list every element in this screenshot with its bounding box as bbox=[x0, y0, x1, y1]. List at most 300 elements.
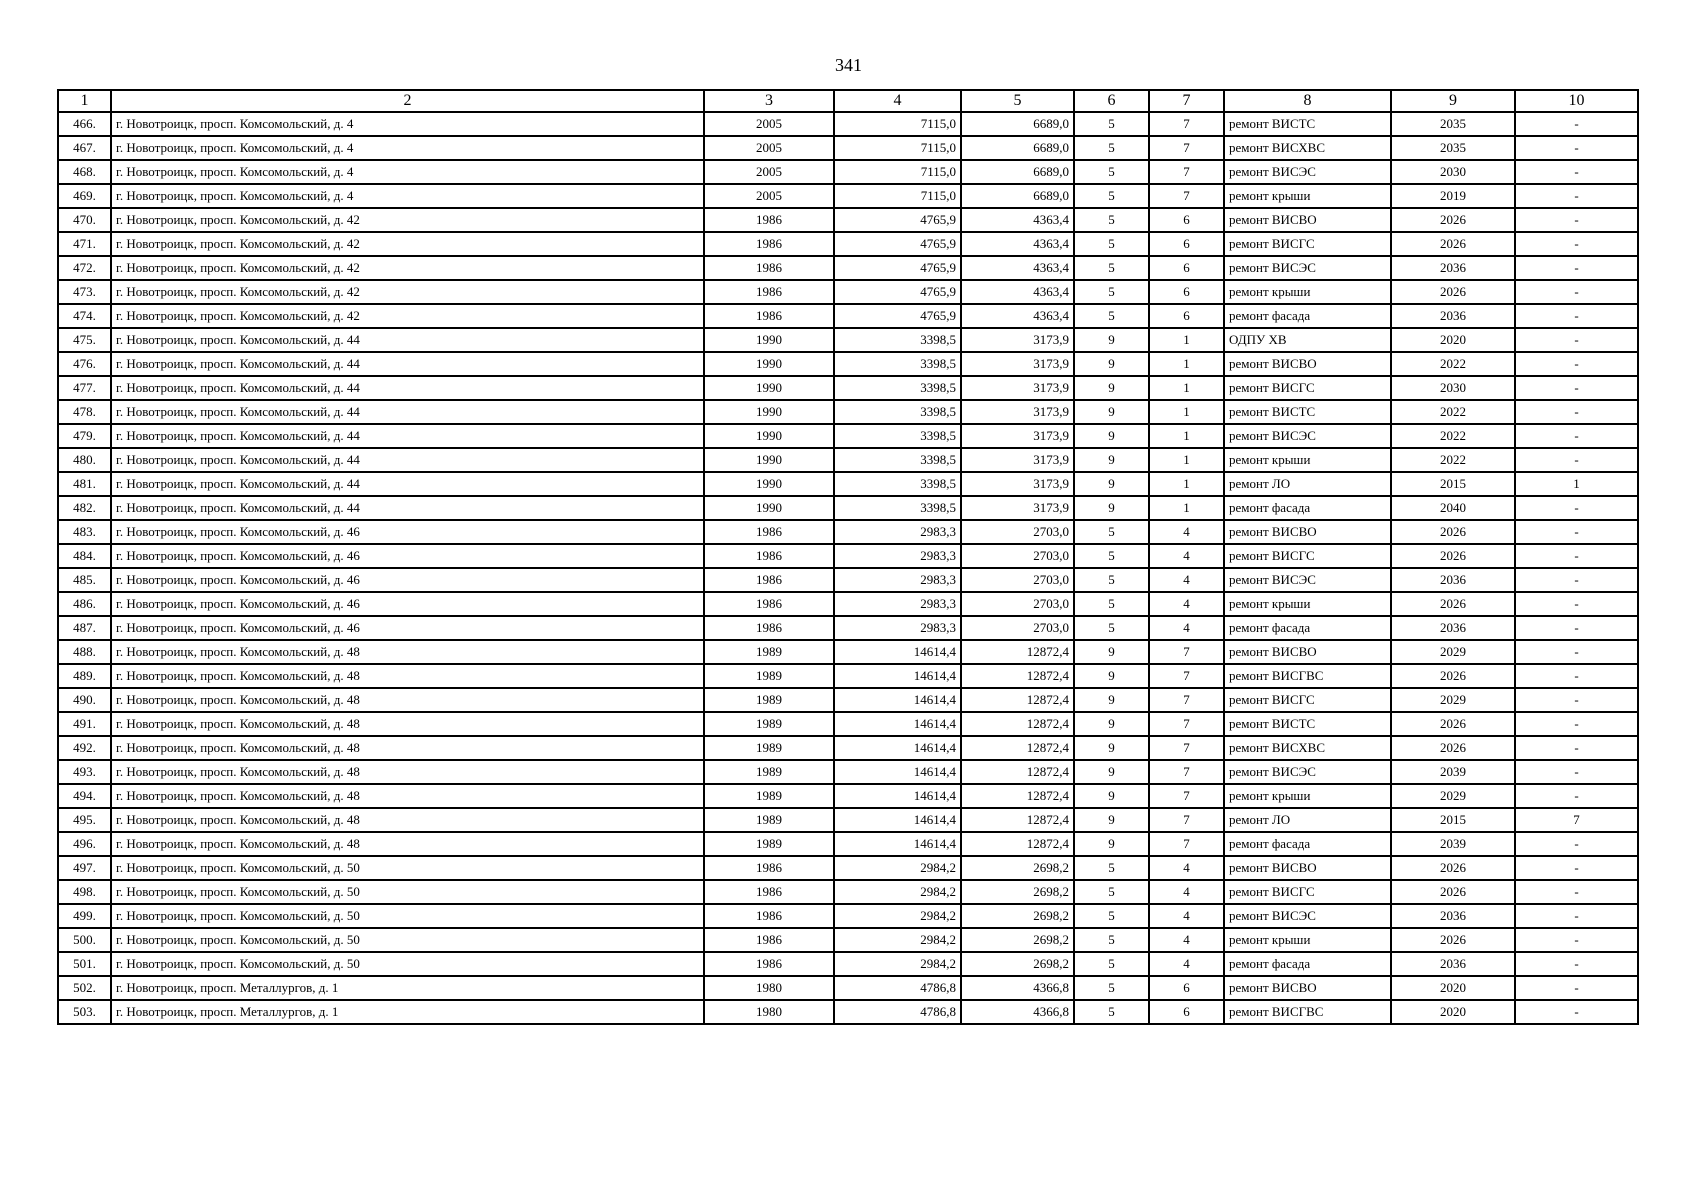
build-year-cell: 1990 bbox=[704, 328, 834, 352]
address-cell: г. Новотроицк, просп. Комсомольский, д. 48 bbox=[111, 688, 704, 712]
total-area-cell: 4786,8 bbox=[834, 976, 961, 1000]
build-year-cell: 2005 bbox=[704, 136, 834, 160]
planned-year-cell: 2030 bbox=[1391, 376, 1515, 400]
entrances-cell: 6 bbox=[1149, 304, 1224, 328]
living-area-cell: 4366,8 bbox=[961, 1000, 1074, 1024]
planned-year-cell: 2026 bbox=[1391, 856, 1515, 880]
total-area-cell: 3398,5 bbox=[834, 352, 961, 376]
entrances-cell: 6 bbox=[1149, 1000, 1224, 1024]
total-area-cell: 14614,4 bbox=[834, 808, 961, 832]
build-year-cell: 1989 bbox=[704, 760, 834, 784]
build-year-cell: 2005 bbox=[704, 112, 834, 136]
column-header: 6 bbox=[1074, 90, 1149, 112]
table-row bbox=[58, 640, 1638, 664]
build-year-cell: 1989 bbox=[704, 808, 834, 832]
living-area-cell: 6689,0 bbox=[961, 184, 1074, 208]
floors-cell: 5 bbox=[1074, 304, 1149, 328]
build-year-cell: 1986 bbox=[704, 280, 834, 304]
floors-cell: 5 bbox=[1074, 856, 1149, 880]
entrances-cell: 4 bbox=[1149, 568, 1224, 592]
floors-cell: 5 bbox=[1074, 208, 1149, 232]
living-area-cell: 12872,4 bbox=[961, 760, 1074, 784]
build-year-cell: 1980 bbox=[704, 1000, 834, 1024]
total-area-cell: 14614,4 bbox=[834, 832, 961, 856]
living-area-cell: 4363,4 bbox=[961, 256, 1074, 280]
table-row bbox=[58, 496, 1638, 520]
work-type-cell: ремонт ВИСГС bbox=[1224, 544, 1391, 568]
address-cell: г. Новотроицк, просп. Комсомольский, д. 48 bbox=[111, 712, 704, 736]
table-row bbox=[58, 448, 1638, 472]
table-row bbox=[58, 208, 1638, 232]
lifts-count-cell: 7 bbox=[1515, 808, 1638, 832]
lifts-count-cell: - bbox=[1515, 184, 1638, 208]
address-cell: г. Новотроицк, просп. Комсомольский, д. 42 bbox=[111, 280, 704, 304]
lifts-count-cell: - bbox=[1515, 904, 1638, 928]
lifts-count-cell: - bbox=[1515, 856, 1638, 880]
column-header: 8 bbox=[1224, 90, 1391, 112]
living-area-cell: 6689,0 bbox=[961, 136, 1074, 160]
work-type-cell: ремонт фасада bbox=[1224, 832, 1391, 856]
lifts-count-cell: - bbox=[1515, 160, 1638, 184]
living-area-cell: 4363,4 bbox=[961, 232, 1074, 256]
address-cell: г. Новотроицк, просп. Комсомольский, д. 46 bbox=[111, 520, 704, 544]
living-area-cell: 12872,4 bbox=[961, 664, 1074, 688]
total-area-cell: 4765,9 bbox=[834, 280, 961, 304]
column-header: 5 bbox=[961, 90, 1074, 112]
total-area-cell: 3398,5 bbox=[834, 400, 961, 424]
entrances-cell: 6 bbox=[1149, 976, 1224, 1000]
planned-year-cell: 2035 bbox=[1391, 136, 1515, 160]
lifts-count-cell: - bbox=[1515, 832, 1638, 856]
entrances-cell: 7 bbox=[1149, 664, 1224, 688]
total-area-cell: 4765,9 bbox=[834, 232, 961, 256]
table-row bbox=[58, 352, 1638, 376]
entrances-cell: 7 bbox=[1149, 688, 1224, 712]
floors-cell: 5 bbox=[1074, 928, 1149, 952]
floors-cell: 5 bbox=[1074, 1000, 1149, 1024]
floors-cell: 9 bbox=[1074, 808, 1149, 832]
total-area-cell: 7115,0 bbox=[834, 184, 961, 208]
address-cell: г. Новотроицк, просп. Комсомольский, д. 48 bbox=[111, 832, 704, 856]
row-number-cell: 481. bbox=[58, 472, 111, 496]
entrances-cell: 7 bbox=[1149, 832, 1224, 856]
planned-year-cell: 2022 bbox=[1391, 352, 1515, 376]
floors-cell: 9 bbox=[1074, 664, 1149, 688]
address-cell: г. Новотроицк, просп. Металлургов, д. 1 bbox=[111, 1000, 704, 1024]
lifts-count-cell: - bbox=[1515, 232, 1638, 256]
living-area-cell: 3173,9 bbox=[961, 424, 1074, 448]
total-area-cell: 14614,4 bbox=[834, 760, 961, 784]
row-number-cell: 467. bbox=[58, 136, 111, 160]
row-number-cell: 494. bbox=[58, 784, 111, 808]
build-year-cell: 1986 bbox=[704, 856, 834, 880]
work-type-cell: ремонт фасада bbox=[1224, 616, 1391, 640]
living-area-cell: 4363,4 bbox=[961, 280, 1074, 304]
row-number-cell: 499. bbox=[58, 904, 111, 928]
planned-year-cell: 2029 bbox=[1391, 688, 1515, 712]
table-row bbox=[58, 568, 1638, 592]
address-cell: г. Новотроицк, просп. Комсомольский, д. 42 bbox=[111, 304, 704, 328]
build-year-cell: 1990 bbox=[704, 376, 834, 400]
row-number-cell: 489. bbox=[58, 664, 111, 688]
work-type-cell: ремонт ВИСЭС bbox=[1224, 160, 1391, 184]
entrances-cell: 6 bbox=[1149, 208, 1224, 232]
total-area-cell: 3398,5 bbox=[834, 424, 961, 448]
build-year-cell: 1986 bbox=[704, 520, 834, 544]
build-year-cell: 2005 bbox=[704, 160, 834, 184]
row-number-cell: 490. bbox=[58, 688, 111, 712]
work-type-cell: ремонт ВИСВО bbox=[1224, 520, 1391, 544]
living-area-cell: 2698,2 bbox=[961, 856, 1074, 880]
lifts-count-cell: 1 bbox=[1515, 472, 1638, 496]
entrances-cell: 1 bbox=[1149, 424, 1224, 448]
living-area-cell: 2698,2 bbox=[961, 904, 1074, 928]
build-year-cell: 1989 bbox=[704, 688, 834, 712]
floors-cell: 9 bbox=[1074, 472, 1149, 496]
work-type-cell: ремонт ВИСТС bbox=[1224, 400, 1391, 424]
address-cell: г. Новотроицк, просп. Комсомольский, д. 46 bbox=[111, 544, 704, 568]
entrances-cell: 4 bbox=[1149, 952, 1224, 976]
entrances-cell: 7 bbox=[1149, 136, 1224, 160]
row-number-cell: 472. bbox=[58, 256, 111, 280]
floors-cell: 9 bbox=[1074, 448, 1149, 472]
address-cell: г. Новотроицк, просп. Комсомольский, д. 44 bbox=[111, 400, 704, 424]
table-row bbox=[58, 400, 1638, 424]
lifts-count-cell: - bbox=[1515, 976, 1638, 1000]
planned-year-cell: 2026 bbox=[1391, 736, 1515, 760]
floors-cell: 5 bbox=[1074, 880, 1149, 904]
lifts-count-cell: - bbox=[1515, 208, 1638, 232]
planned-year-cell: 2039 bbox=[1391, 832, 1515, 856]
living-area-cell: 6689,0 bbox=[961, 160, 1074, 184]
entrances-cell: 7 bbox=[1149, 160, 1224, 184]
lifts-count-cell: - bbox=[1515, 688, 1638, 712]
entrances-cell: 6 bbox=[1149, 280, 1224, 304]
work-type-cell: ремонт крыши bbox=[1224, 280, 1391, 304]
floors-cell: 9 bbox=[1074, 688, 1149, 712]
planned-year-cell: 2026 bbox=[1391, 232, 1515, 256]
row-number-cell: 475. bbox=[58, 328, 111, 352]
living-area-cell: 2703,0 bbox=[961, 520, 1074, 544]
planned-year-cell: 2029 bbox=[1391, 784, 1515, 808]
total-area-cell: 4765,9 bbox=[834, 208, 961, 232]
table-row bbox=[58, 736, 1638, 760]
total-area-cell: 7115,0 bbox=[834, 136, 961, 160]
row-number-cell: 483. bbox=[58, 520, 111, 544]
row-number-cell: 493. bbox=[58, 760, 111, 784]
row-number-cell: 502. bbox=[58, 976, 111, 1000]
floors-cell: 9 bbox=[1074, 352, 1149, 376]
planned-year-cell: 2029 bbox=[1391, 640, 1515, 664]
total-area-cell: 3398,5 bbox=[834, 448, 961, 472]
living-area-cell: 3173,9 bbox=[961, 328, 1074, 352]
build-year-cell: 1990 bbox=[704, 496, 834, 520]
build-year-cell: 1986 bbox=[704, 232, 834, 256]
table-row bbox=[58, 880, 1638, 904]
work-type-cell: ремонт ВИСГС bbox=[1224, 688, 1391, 712]
entrances-cell: 7 bbox=[1149, 112, 1224, 136]
living-area-cell: 3173,9 bbox=[961, 448, 1074, 472]
entrances-cell: 4 bbox=[1149, 856, 1224, 880]
lifts-count-cell: - bbox=[1515, 328, 1638, 352]
floors-cell: 9 bbox=[1074, 760, 1149, 784]
total-area-cell: 3398,5 bbox=[834, 376, 961, 400]
row-number-cell: 488. bbox=[58, 640, 111, 664]
living-area-cell: 2703,0 bbox=[961, 592, 1074, 616]
table-row bbox=[58, 904, 1638, 928]
work-type-cell: ремонт фасада bbox=[1224, 496, 1391, 520]
planned-year-cell: 2015 bbox=[1391, 472, 1515, 496]
entrances-cell: 1 bbox=[1149, 448, 1224, 472]
build-year-cell: 1986 bbox=[704, 952, 834, 976]
address-cell: г. Новотроицк, просп. Комсомольский, д. 50 bbox=[111, 928, 704, 952]
total-area-cell: 2983,3 bbox=[834, 616, 961, 640]
planned-year-cell: 2020 bbox=[1391, 1000, 1515, 1024]
floors-cell: 9 bbox=[1074, 424, 1149, 448]
work-type-cell: ремонт ВИСТС bbox=[1224, 712, 1391, 736]
table-row bbox=[58, 784, 1638, 808]
address-cell: г. Новотроицк, просп. Комсомольский, д. 48 bbox=[111, 664, 704, 688]
planned-year-cell: 2035 bbox=[1391, 112, 1515, 136]
planned-year-cell: 2036 bbox=[1391, 952, 1515, 976]
planned-year-cell: 2026 bbox=[1391, 928, 1515, 952]
total-area-cell: 2984,2 bbox=[834, 928, 961, 952]
entrances-cell: 6 bbox=[1149, 232, 1224, 256]
entrances-cell: 4 bbox=[1149, 880, 1224, 904]
address-cell: г. Новотроицк, просп. Металлургов, д. 1 bbox=[111, 976, 704, 1000]
living-area-cell: 12872,4 bbox=[961, 712, 1074, 736]
row-number-cell: 487. bbox=[58, 616, 111, 640]
floors-cell: 9 bbox=[1074, 640, 1149, 664]
work-type-cell: ремонт ВИСВО bbox=[1224, 352, 1391, 376]
entrances-cell: 1 bbox=[1149, 472, 1224, 496]
total-area-cell: 4765,9 bbox=[834, 256, 961, 280]
row-number-cell: 497. bbox=[58, 856, 111, 880]
lifts-count-cell: - bbox=[1515, 760, 1638, 784]
build-year-cell: 1986 bbox=[704, 568, 834, 592]
work-type-cell: ремонт крыши bbox=[1224, 592, 1391, 616]
total-area-cell: 14614,4 bbox=[834, 688, 961, 712]
living-area-cell: 3173,9 bbox=[961, 472, 1074, 496]
build-year-cell: 1986 bbox=[704, 928, 834, 952]
work-type-cell: ремонт ЛО bbox=[1224, 472, 1391, 496]
living-area-cell: 12872,4 bbox=[961, 640, 1074, 664]
row-number-cell: 471. bbox=[58, 232, 111, 256]
work-type-cell: ремонт ВИСХВС bbox=[1224, 136, 1391, 160]
lifts-count-cell: - bbox=[1515, 376, 1638, 400]
work-type-cell: ремонт ЛО bbox=[1224, 808, 1391, 832]
header-row bbox=[58, 90, 1638, 112]
column-header: 7 bbox=[1149, 90, 1224, 112]
build-year-cell: 1989 bbox=[704, 712, 834, 736]
total-area-cell: 14614,4 bbox=[834, 640, 961, 664]
column-header: 1 bbox=[58, 90, 111, 112]
floors-cell: 5 bbox=[1074, 160, 1149, 184]
living-area-cell: 4363,4 bbox=[961, 208, 1074, 232]
lifts-count-cell: - bbox=[1515, 256, 1638, 280]
build-year-cell: 1990 bbox=[704, 400, 834, 424]
address-cell: г. Новотроицк, просп. Комсомольский, д. 50 bbox=[111, 904, 704, 928]
entrances-cell: 7 bbox=[1149, 640, 1224, 664]
floors-cell: 9 bbox=[1074, 712, 1149, 736]
living-area-cell: 2698,2 bbox=[961, 952, 1074, 976]
address-cell: г. Новотроицк, просп. Комсомольский, д. 48 bbox=[111, 808, 704, 832]
planned-year-cell: 2039 bbox=[1391, 760, 1515, 784]
floors-cell: 5 bbox=[1074, 136, 1149, 160]
address-cell: г. Новотроицк, просп. Комсомольский, д. 44 bbox=[111, 496, 704, 520]
table-row bbox=[58, 280, 1638, 304]
total-area-cell: 14614,4 bbox=[834, 664, 961, 688]
work-type-cell: ремонт крыши bbox=[1224, 784, 1391, 808]
floors-cell: 5 bbox=[1074, 232, 1149, 256]
planned-year-cell: 2036 bbox=[1391, 256, 1515, 280]
row-number-cell: 492. bbox=[58, 736, 111, 760]
total-area-cell: 2983,3 bbox=[834, 592, 961, 616]
table-row bbox=[58, 688, 1638, 712]
lifts-count-cell: - bbox=[1515, 952, 1638, 976]
living-area-cell: 3173,9 bbox=[961, 352, 1074, 376]
planned-year-cell: 2022 bbox=[1391, 448, 1515, 472]
floors-cell: 5 bbox=[1074, 616, 1149, 640]
planned-year-cell: 2026 bbox=[1391, 880, 1515, 904]
total-area-cell: 2984,2 bbox=[834, 880, 961, 904]
floors-cell: 5 bbox=[1074, 568, 1149, 592]
planned-year-cell: 2020 bbox=[1391, 976, 1515, 1000]
lifts-count-cell: - bbox=[1515, 496, 1638, 520]
floors-cell: 5 bbox=[1074, 592, 1149, 616]
work-type-cell: ремонт фасада bbox=[1224, 952, 1391, 976]
table-row bbox=[58, 856, 1638, 880]
address-cell: г. Новотроицк, просп. Комсомольский, д. 48 bbox=[111, 760, 704, 784]
row-number-cell: 480. bbox=[58, 448, 111, 472]
entrances-cell: 1 bbox=[1149, 376, 1224, 400]
work-type-cell: ОДПУ ХВ bbox=[1224, 328, 1391, 352]
entrances-cell: 1 bbox=[1149, 400, 1224, 424]
planned-year-cell: 2036 bbox=[1391, 568, 1515, 592]
work-type-cell: ремонт ВИСЭС bbox=[1224, 760, 1391, 784]
table-row bbox=[58, 424, 1638, 448]
address-cell: г. Новотроицк, просп. Комсомольский, д. 48 bbox=[111, 640, 704, 664]
lifts-count-cell: - bbox=[1515, 520, 1638, 544]
table-row bbox=[58, 808, 1638, 832]
entrances-cell: 7 bbox=[1149, 184, 1224, 208]
work-type-cell: ремонт крыши bbox=[1224, 928, 1391, 952]
lifts-count-cell: - bbox=[1515, 1000, 1638, 1024]
total-area-cell: 2984,2 bbox=[834, 904, 961, 928]
work-type-cell: ремонт ВИСГС bbox=[1224, 232, 1391, 256]
floors-cell: 5 bbox=[1074, 904, 1149, 928]
total-area-cell: 2984,2 bbox=[834, 952, 961, 976]
table-row bbox=[58, 520, 1638, 544]
work-type-cell: ремонт ВИСГВС bbox=[1224, 1000, 1391, 1024]
work-type-cell: ремонт ВИСГВС bbox=[1224, 664, 1391, 688]
planned-year-cell: 2026 bbox=[1391, 520, 1515, 544]
living-area-cell: 4366,8 bbox=[961, 976, 1074, 1000]
work-type-cell: ремонт ВИСГС bbox=[1224, 376, 1391, 400]
address-cell: г. Новотроицк, просп. Комсомольский, д. 44 bbox=[111, 448, 704, 472]
total-area-cell: 2983,3 bbox=[834, 520, 961, 544]
build-year-cell: 1990 bbox=[704, 352, 834, 376]
planned-year-cell: 2026 bbox=[1391, 544, 1515, 568]
address-cell: г. Новотроицк, просп. Комсомольский, д. 4 bbox=[111, 136, 704, 160]
build-year-cell: 1989 bbox=[704, 784, 834, 808]
work-type-cell: ремонт ВИСЭС bbox=[1224, 424, 1391, 448]
total-area-cell: 4786,8 bbox=[834, 1000, 961, 1024]
build-year-cell: 1989 bbox=[704, 832, 834, 856]
floors-cell: 9 bbox=[1074, 784, 1149, 808]
planned-year-cell: 2026 bbox=[1391, 592, 1515, 616]
lifts-count-cell: - bbox=[1515, 568, 1638, 592]
floors-cell: 5 bbox=[1074, 280, 1149, 304]
page-number: 341 bbox=[835, 55, 862, 75]
work-type-cell: ремонт ВИСВО bbox=[1224, 640, 1391, 664]
work-type-cell: ремонт ВИСВО bbox=[1224, 208, 1391, 232]
row-number-cell: 500. bbox=[58, 928, 111, 952]
lifts-count-cell: - bbox=[1515, 448, 1638, 472]
total-area-cell: 3398,5 bbox=[834, 328, 961, 352]
lifts-count-cell: - bbox=[1515, 304, 1638, 328]
column-header: 2 bbox=[111, 90, 704, 112]
row-number-cell: 478. bbox=[58, 400, 111, 424]
table-row bbox=[58, 952, 1638, 976]
table-row bbox=[58, 184, 1638, 208]
table-row bbox=[58, 376, 1638, 400]
address-cell: г. Новотроицк, просп. Комсомольский, д. 50 bbox=[111, 856, 704, 880]
living-area-cell: 12872,4 bbox=[961, 808, 1074, 832]
table-row bbox=[58, 976, 1638, 1000]
planned-year-cell: 2026 bbox=[1391, 712, 1515, 736]
living-area-cell: 6689,0 bbox=[961, 112, 1074, 136]
living-area-cell: 12872,4 bbox=[961, 784, 1074, 808]
living-area-cell: 3173,9 bbox=[961, 376, 1074, 400]
work-type-cell: ремонт крыши bbox=[1224, 448, 1391, 472]
lifts-count-cell: - bbox=[1515, 736, 1638, 760]
lifts-count-cell: - bbox=[1515, 280, 1638, 304]
row-number-cell: 485. bbox=[58, 568, 111, 592]
floors-cell: 5 bbox=[1074, 544, 1149, 568]
floors-cell: 9 bbox=[1074, 736, 1149, 760]
total-area-cell: 7115,0 bbox=[834, 112, 961, 136]
table-row bbox=[58, 592, 1638, 616]
address-cell: г. Новотроицк, просп. Комсомольский, д. 42 bbox=[111, 208, 704, 232]
table-row bbox=[58, 160, 1638, 184]
entrances-cell: 1 bbox=[1149, 496, 1224, 520]
entrances-cell: 1 bbox=[1149, 328, 1224, 352]
planned-year-cell: 2036 bbox=[1391, 304, 1515, 328]
planned-year-cell: 2026 bbox=[1391, 208, 1515, 232]
row-number-cell: 468. bbox=[58, 160, 111, 184]
living-area-cell: 3173,9 bbox=[961, 496, 1074, 520]
floors-cell: 5 bbox=[1074, 976, 1149, 1000]
work-type-cell: ремонт фасада bbox=[1224, 304, 1391, 328]
planned-year-cell: 2022 bbox=[1391, 424, 1515, 448]
table-row bbox=[58, 256, 1638, 280]
lifts-count-cell: - bbox=[1515, 592, 1638, 616]
work-type-cell: ремонт ВИСВО bbox=[1224, 856, 1391, 880]
row-number-cell: 474. bbox=[58, 304, 111, 328]
row-number-cell: 466. bbox=[58, 112, 111, 136]
table-row bbox=[58, 760, 1638, 784]
entrances-cell: 4 bbox=[1149, 544, 1224, 568]
table-row bbox=[58, 544, 1638, 568]
work-type-cell: ремонт ВИСЭС bbox=[1224, 256, 1391, 280]
address-cell: г. Новотроицк, просп. Комсомольский, д. 50 bbox=[111, 952, 704, 976]
address-cell: г. Новотроицк, просп. Комсомольский, д. 44 bbox=[111, 328, 704, 352]
entrances-cell: 4 bbox=[1149, 592, 1224, 616]
total-area-cell: 3398,5 bbox=[834, 496, 961, 520]
build-year-cell: 1986 bbox=[704, 256, 834, 280]
address-cell: г. Новотроицк, просп. Комсомольский, д. 48 bbox=[111, 736, 704, 760]
